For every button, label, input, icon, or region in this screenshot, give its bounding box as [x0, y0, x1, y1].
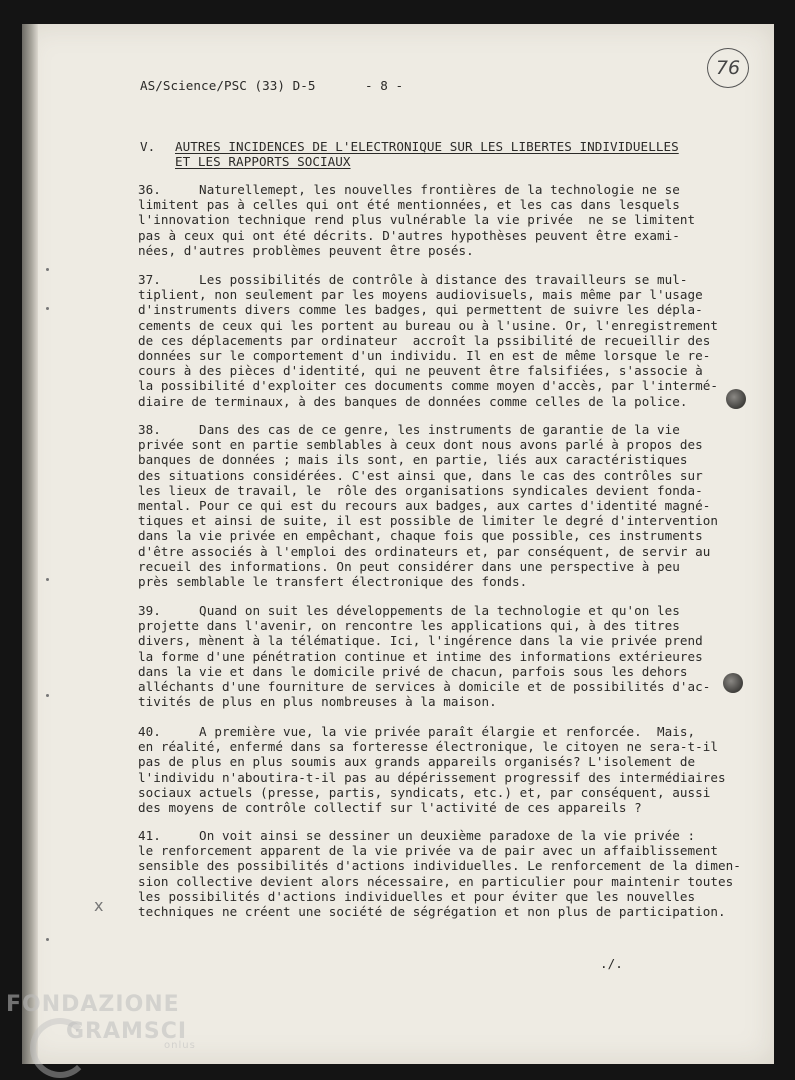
paragraph-38: 38. Dans des cas de ce genre, les instruments de garantie de la vie privée sont en partie semblables à ceux dont nous avons parlé à propos des banques de données ; mais ils sont, en partie, liés aux caractéristiques des situations considérées. C'est ainsi que, dans le cas des contrôles sur les lieux de travail, le rôle des organisations syndicales devient fonda- mental. Pour ce qui est du recours aux badges, aux cartes d'identité magné- tiques et ainsi de suite, il est possible de limiter le degré d'intervention dans la vie privée en empêchant, chaque fois que possible, ces instruments d'être associés à l'emploi des ordinateurs et, par conséquent, de servir au recueil des informations. On peut considérer dans une perspective à peu près semblable le transfert électronique des fonds. [138, 422, 719, 590]
margin-dot [46, 578, 49, 581]
watermark-line-2: GRAMSCI [66, 1019, 188, 1044]
section-number: V. [140, 139, 156, 154]
document-reference-header: AS/Science/PSC (33) D-5 [140, 78, 316, 93]
continuation-mark: ./. [600, 956, 623, 971]
margin-dot [46, 268, 49, 271]
margin-dot [46, 694, 49, 697]
paragraph-41: 41. On voit ainsi se dessiner un deuxième paradoxe de la vie privée : le renforcement apparent de la vie privée va de pair avec un affaiblissement sensible des possibilités d'actions individuelles. Le renforcement de la dimen- sion collective devient alors nécessaire, en particulier pour maintenir toutes les possibilités d'actions individuelles et pour éviter que les nouvelles techniques ne créent une société de ségrégation et non plus de participation. [138, 828, 741, 920]
archive-number: 76 [715, 57, 741, 79]
paragraph-39: 39. Quand on suit les développements de la technologie et qu'on les projette dans l'avenir, on rencontre les applications qui, à des titres divers, mènent à la télématique. Ici, l'ingérence dans la vie privée prend la forme d'une pénétration continue et intime des informations extérieures dans la vie et dans le domicile privé de chacun, parfois sous les dehors alléchants d'une fourniture de services à domicile et de possibilités d'ac- tivités de plus en plus nombreuses à la maison. [138, 603, 711, 710]
margin-dot [46, 307, 49, 310]
paragraph-36: 36. Naturellemept, les nouvelles frontières de la technologie ne se limitent pas à celles qui ont été mentionnées, et les cas dans lesquels l'innovation technique rend plus vulnérable la vie privée ne se limitent pas à ceux qui ont été décrits. D'autres hypothèses peuvent être exami- nées, d'autres problèmes peuvent être posés. [138, 182, 696, 258]
punch-hole-lower [723, 673, 743, 693]
margin-dot [46, 938, 49, 941]
section-title: AUTRES INCIDENCES DE L'ELECTRONIQUE SUR LES LIBERTES INDIVIDUELLES ET LES RAPPORTS SOCIAUX [175, 139, 679, 170]
punch-hole-upper [726, 389, 746, 409]
archive-watermark [6, 992, 196, 1051]
archive-number-circle [707, 48, 749, 88]
page-number: - 8 - [365, 78, 404, 93]
watermark-line-3: onlus [164, 1040, 196, 1051]
margin-x-mark: x [94, 896, 104, 915]
watermark-line-1: FONDAZIONE [6, 992, 180, 1017]
page-binding-edge [22, 24, 38, 1064]
paragraph-37: 37. Les possibilités de contrôle à distance des travailleurs se mul- tiplient, non seulement par les moyens audiovisuels, mais même par l'usage d'instruments divers comme les badges, qui permettent de suivre les dépla- cements de ceux qui les portent au bureau ou à l'usine. Or, l'enregistrement de ces déplacements par ordinateur accroît la pssibilité de recueillir des données sur le comportement d'un individu. Il en est de même lorsque le re- cours à des pièces d'identité, qui ne peuvent être falsifiées, s'associe à la possibilité d'exploiter ces documents comme moyen d'accès, par l'intermé- diaire de terminaux, à des banques de données comme celles de la police. [138, 272, 719, 409]
paragraph-40: 40. A première vue, la vie privée paraît élargie et renforcée. Mais, en réalité, enfermé dans sa forteresse électronique, le citoyen ne sera-t-il pas de plus en plus soumis aux grands appareils organisés? L'isolement de l'individu n'aboutira-t-il pas au dépérissement progressif des intermédiaires sociaux actuels (presse, partis, syndicats, etc.) et, par conséquent, aussi des moyens de contrôle collectif sur l'activité de ces appareils ? [138, 724, 726, 816]
